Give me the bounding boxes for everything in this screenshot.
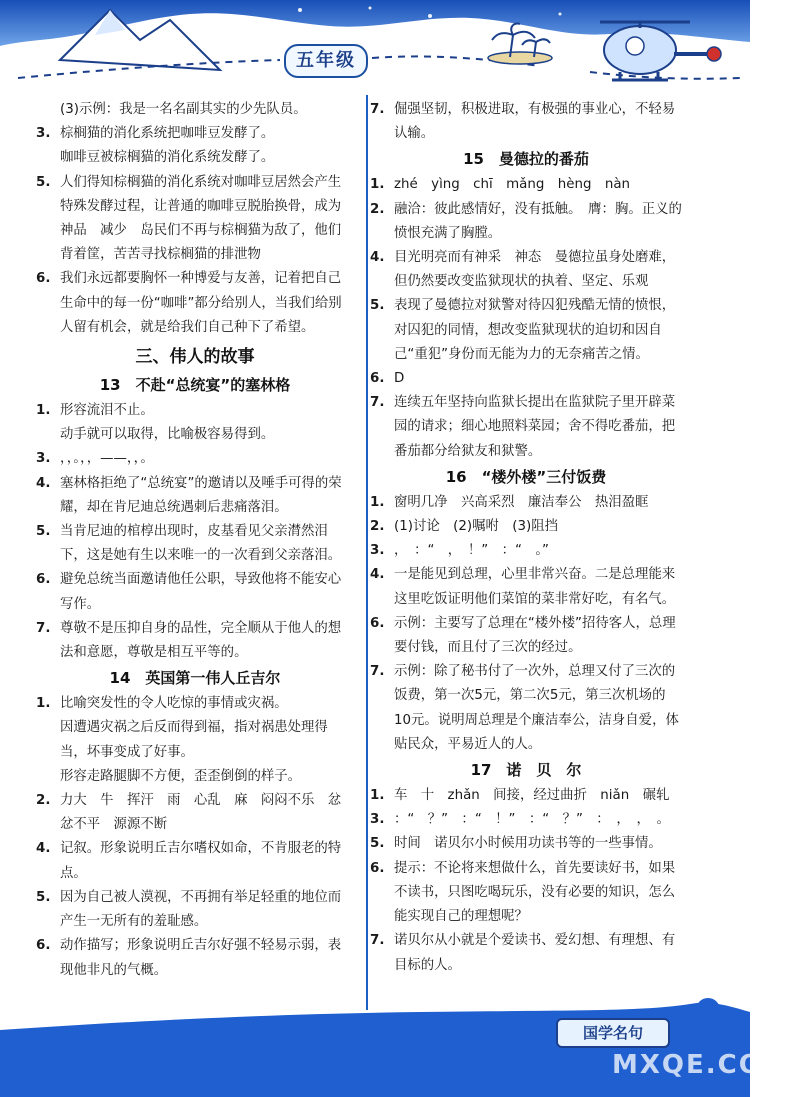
page-footer — [0, 1000, 750, 1097]
answer-number: 7. — [370, 102, 385, 117]
answer-item — [370, 808, 682, 832]
answer-text: 一是能见到总理，心里非常兴奋。二是总理能来这里吃饭证明他们菜馆的菜非常好吃，有名气。 — [394, 567, 676, 607]
answer-text: 力大 牛 挥汗 雨 心乱 麻 闷闷不乐 忿忿不平 源源不断 — [60, 793, 342, 833]
grade-label: 五年级 — [284, 44, 368, 78]
answer-number: 5. — [36, 524, 51, 540]
answer-number: 4. — [36, 475, 51, 491]
right-column — [370, 98, 682, 978]
answer-number: 3. — [370, 543, 385, 559]
answer-text: ，，。，，——，，。 — [60, 451, 154, 467]
answer-item — [36, 934, 354, 982]
answer-number: 5. — [36, 174, 51, 190]
lesson-title: 13 不赴“总统宴”的塞林格 — [99, 376, 291, 395]
answer-text: 记叙。形象说明丘吉尔嗜权如命，不肯服老的特点。 — [60, 841, 342, 881]
answer-number: 7. — [36, 620, 51, 636]
answer-item — [36, 789, 354, 837]
lesson-title: 16 “楼外楼”三付饭费 — [445, 467, 607, 486]
answer-item — [370, 98, 682, 146]
answer-item — [370, 198, 682, 246]
answer-text: ：“ ？” ：“ ！” ：“ ？” ： ， ， 。 — [394, 812, 670, 828]
answer-number: 1. — [36, 696, 51, 712]
answer-continuation: 动手就可以取得，比喻极容易得到。 — [60, 427, 275, 443]
answer-text: 连续五年坚持向监狱长提出在监狱院子里开辟菜园的请求；细心地照料菜园；舍不得吃番茄，把番茄都分给狱友和狱警。 — [394, 395, 676, 459]
answer-continuation: (3)示例：我是一名名副其实的少先队员。 — [60, 102, 307, 117]
answer-item — [370, 539, 682, 563]
answer-item — [370, 367, 682, 391]
answer-continuation: 咖啡豆被棕榈猫的消化系统发酵了。 — [60, 150, 275, 166]
answer-number: 6. — [36, 271, 51, 287]
answer-number: 5. — [36, 889, 51, 905]
answer-text: 诺贝尔从小就是个爱读书、爱幻想、有理想、有目标的人。 — [394, 933, 676, 973]
answer-text: 表现了曼德拉对狱警对待囚犯残酷无情的愤恨，对囚犯的同情，想改变监狱现状的迫切和因自己“重犯”身份而无能为力的无奈痛苦之情。 — [394, 298, 676, 362]
answer-text: 我们永远都要胸怀一种博爱与友善，记着把自己生命中的每一份“咖啡”都分给别人，当我们给别人留有机会，就是给我们自己种下了希望。 — [60, 271, 342, 335]
answer-text: 倔强坚韧，积极进取，有极强的事业心，不轻易认输。 — [394, 102, 676, 142]
lesson-title: 14 英国第一伟人丘吉尔 — [109, 669, 281, 688]
answer-item — [36, 472, 354, 520]
answer-text: 形容流泪不止。 — [60, 403, 154, 419]
answer-text: 棕榈猫的消化系统把咖啡豆发酵了。 — [60, 126, 275, 142]
answer-number: 2. — [370, 519, 385, 535]
answer-number: 1. — [370, 177, 385, 193]
answer-item — [370, 784, 682, 808]
answer-text: 避免总统当面邀请他任公职，导致他将不能安心写作。 — [60, 572, 342, 612]
answer-item — [370, 832, 682, 856]
answer-number: 3. — [36, 126, 51, 142]
answer-number: 4. — [370, 250, 385, 266]
answer-text: 动作描写；形象说明丘吉尔好强不轻易示弱，表现他非凡的气概。 — [60, 938, 342, 978]
answer-item — [36, 692, 354, 716]
answer-number: 6. — [370, 615, 385, 631]
answer-number: 3. — [370, 812, 385, 828]
answer-text: 目光明亮而有神采 神态 曼德拉虽身处磨难，但仍然要改变监狱现状的执着、坚定、乐观 — [394, 250, 676, 290]
answer-item — [370, 491, 682, 515]
answer-number: 5. — [370, 836, 385, 852]
answer-item — [36, 886, 354, 934]
answer-item — [36, 267, 354, 340]
answer-text: D — [394, 371, 405, 387]
answer-number: 1. — [370, 788, 385, 804]
answer-number: 5. — [370, 298, 385, 314]
answer-number: 2. — [370, 201, 385, 217]
answer-item — [36, 837, 354, 885]
answer-text: 窗明几净 兴高采烈 廉洁奉公 热泪盈眶 — [394, 494, 649, 510]
footer-wave — [0, 1000, 750, 1097]
answer-item — [370, 857, 682, 930]
answer-text: 车 十 zhǎn 间接，经过曲折 niǎn 碾轧 — [394, 788, 670, 804]
lesson-title: 15 曼德拉的番茄 — [463, 150, 589, 169]
answer-number: 7. — [370, 664, 385, 680]
answer-text: 人们得知棕榈猫的消化系统对咖啡豆居然会产生特殊发酵过程，让普通的咖啡豆脱胎换骨，成为神品 减少 岛民们不再与棕榈猫为敌了，他们背着筐，苦苦寻找棕榈猫的排泄物 — [60, 174, 342, 263]
answer-number: 2. — [36, 793, 51, 809]
answer-number: 1. — [370, 494, 385, 510]
unit-heading: 三、伟人的故事 — [135, 347, 255, 368]
answer-item — [36, 520, 354, 568]
answer-item — [36, 399, 354, 423]
answer-item — [370, 246, 682, 294]
answer-item — [36, 171, 354, 268]
answer-text: 因为自己被人漠视，不再拥有举足轻重的地位而产生一无所有的羞耻感。 — [60, 889, 342, 930]
answer-item — [36, 617, 354, 665]
answer-continuation: 形容走路腿脚不方便，歪歪倒倒的样子。 — [60, 768, 302, 784]
answer-item — [36, 447, 354, 471]
answer-text: 示例：主要写了总理在“楼外楼”招待客人，总理要付钱，而且付了三次的经过。 — [394, 615, 676, 656]
answer-number: 4. — [36, 841, 51, 857]
answer-text: 时间 诺贝尔小时候用功读书等的一些事情。 — [394, 836, 662, 852]
answer-item — [36, 568, 354, 616]
answer-text: 比喻突发性的令人吃惊的事情或灾祸。 — [60, 696, 288, 712]
answer-item — [370, 173, 682, 197]
column-divider — [366, 95, 368, 1010]
answer-text: 提示：不论将来想做什么，首先要读好书，如果不读书，只图吃喝玩乐，没有必要的知识，怎么能实现自己的理想呢？ — [394, 860, 676, 925]
answer-text: 当肯尼迪的棺椁出现时，皮基看见父亲潸然泪下，这是她有生以来唯一的一次看到父亲落泪。 — [60, 524, 342, 564]
lesson-title: 17 诺 贝 尔 — [470, 761, 582, 780]
answer-text: (1)讨论 (2)嘱咐 (3)阻挡 — [394, 519, 559, 535]
answer-number: 6. — [36, 938, 51, 954]
answer-item — [370, 563, 682, 611]
answer-text: 示例：除了秘书付了一次外，总理又付了三次的饭费，第一次5元，第二次5元，第三次机场的10元。说明周总理是个廉洁奉公，洁身自爱，体贴民众，平易近人的人。 — [394, 664, 679, 752]
island-palm-icon — [488, 23, 552, 64]
answer-text: zhé yìng chī mǎng hèng nàn — [394, 177, 631, 193]
header-illustration — [0, 0, 750, 95]
answer-number: 6. — [36, 572, 51, 588]
answer-continuation: 因遭遇灾祸之后反而得到福，指对祸患处理得当，坏事变成了好事。 — [60, 720, 328, 760]
page-header-banner — [0, 0, 750, 95]
answer-number: 7. — [370, 395, 385, 411]
answer-item — [370, 660, 682, 757]
answer-number: 3. — [36, 451, 51, 467]
answer-item — [370, 515, 682, 539]
answer-item — [36, 122, 354, 146]
watermark-logo: MXQE.COM — [612, 1050, 791, 1080]
guoxue-mingju-badge: 国学名句 — [556, 1018, 670, 1048]
answer-item — [370, 391, 682, 464]
left-column — [36, 98, 354, 983]
answer-text: ， ：“ ， ！” ：“ 。” — [394, 543, 549, 559]
answer-item — [370, 612, 682, 660]
answer-item — [370, 294, 682, 367]
answer-item — [370, 929, 682, 977]
answer-text: 尊敬不是压抑自身的品性，完全顺从于他人的想法和意愿，尊敬是相互平等的。 — [60, 620, 342, 661]
answer-text: 融洽：彼此感情好，没有抵触。 膺：胸。正义的愤恨充满了胸膛。 — [394, 201, 682, 241]
answer-number: 7. — [370, 933, 385, 949]
answer-number: 6. — [370, 371, 385, 387]
answer-text: 塞林格拒绝了“总统宴”的邀请以及唾手可得的荣耀，却在肯尼迪总统遇刺后悲痛落泪。 — [60, 475, 342, 515]
answer-number: 6. — [370, 860, 385, 876]
answer-number: 1. — [36, 403, 51, 419]
answer-number: 4. — [370, 567, 385, 583]
